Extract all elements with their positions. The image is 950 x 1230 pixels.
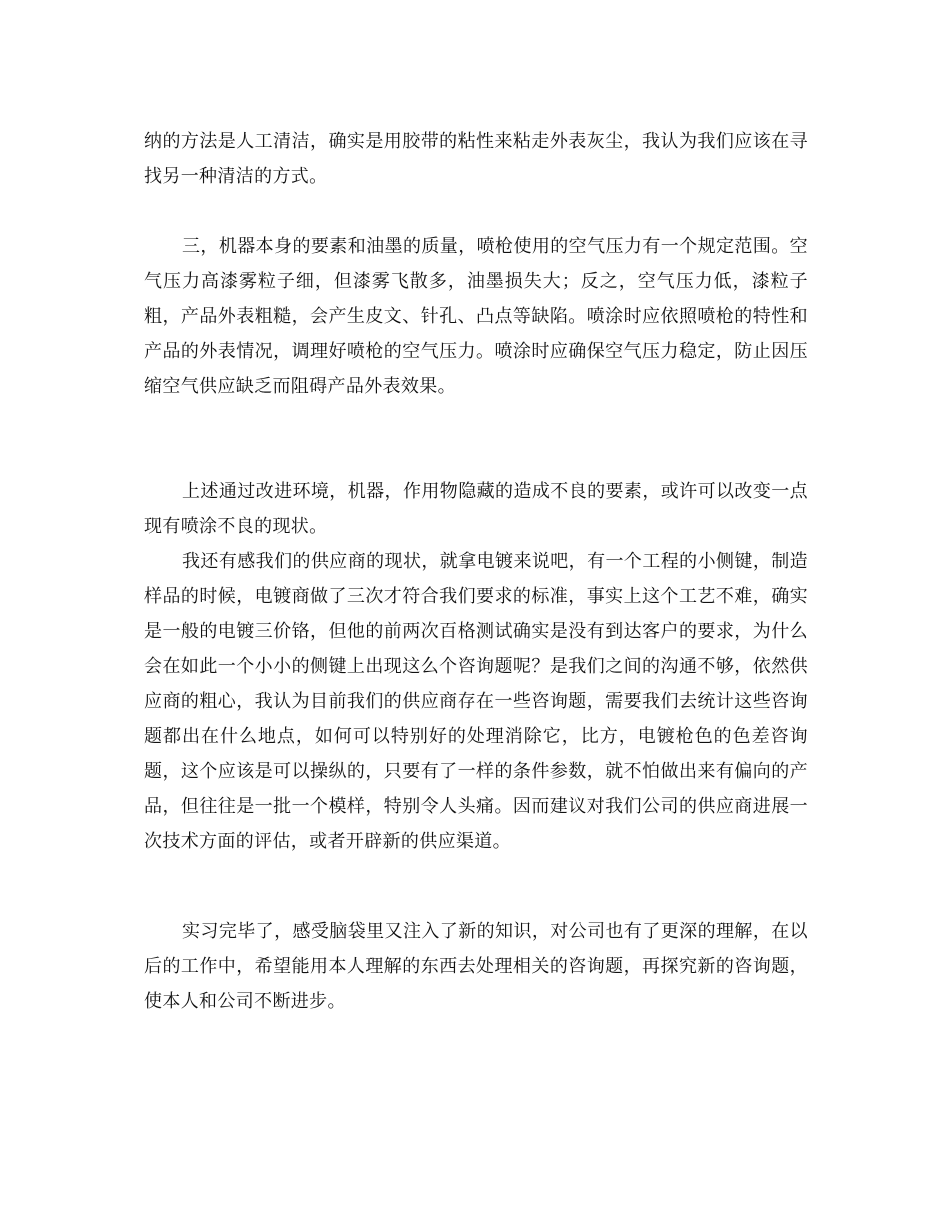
paragraph-air-pressure: 三，机器本身的要素和油墨的质量，喷枪使用的空气压力有一个规定范围。空气压力高漆雾粒子细，但漆雾飞散多，油墨损失大；反之，空气压力低，漆粒子粗，产品外表粗糙，会产生皮文、针孔、凸点等缺陷。喷涂时应依照喷枪的特性和产品的外表情况，调理好喷枪的空气压力。喷涂时应确保空气压力稳定，防止因压缩空气供应缺乏而阻碍产品外表效果。 bbox=[144, 236, 808, 397]
paragraph-cleaning-method: 纳的方法是人工清洁，确实是用胶带的粘性来粘走外表灰尘，我认为我们应该在寻找另一种清洁的方式。 bbox=[144, 131, 808, 187]
paragraph-internship-conclusion: 实习完毕了，感受脑袋里又注入了新的知识，对公司也有了更深的理解，在以后的工作中，希望能用本人理解的东西去处理相关的咨询题，再探究新的咨询题，使本人和公司不断进步。 bbox=[144, 921, 808, 1012]
paragraph-supplier-status: 我还有感我们的供应商的现状，就拿电镀来说吧，有一个工程的小侧键，制造样品的时候，电镀商做了三次才符合我们要求的标准，事实上这个工艺不难，确实是一般的电镀三价铬，但他的前两次百格测试确实是没有到达客户的要求，为什么会在如此一个小小的侧键上出现这么个咨询题呢？是我们之间的沟通不够，依然供应商的粗心，我认为目前我们的供应商存在一些咨询题，需要我们去统计这些咨询题都出在什么地点，如何可以特别好的处理消除它，比方，电镀枪色的色差咨询题，这个应该是可以操纵的，只要有了一样的条件参数，就不怕做出来有偏向的产品，但往往是一批一个模样，特别令人头痛。因而建议对我们公司的供应商进展一次技术方面的评估，或者开辟新的供应渠道。 bbox=[144, 551, 808, 852]
paragraph-improvement-summary: 上述通过改进环境，机器，作用物隐藏的造成不良的要素，或许可以改变一点现有喷涂不良的现状。 bbox=[144, 481, 808, 537]
